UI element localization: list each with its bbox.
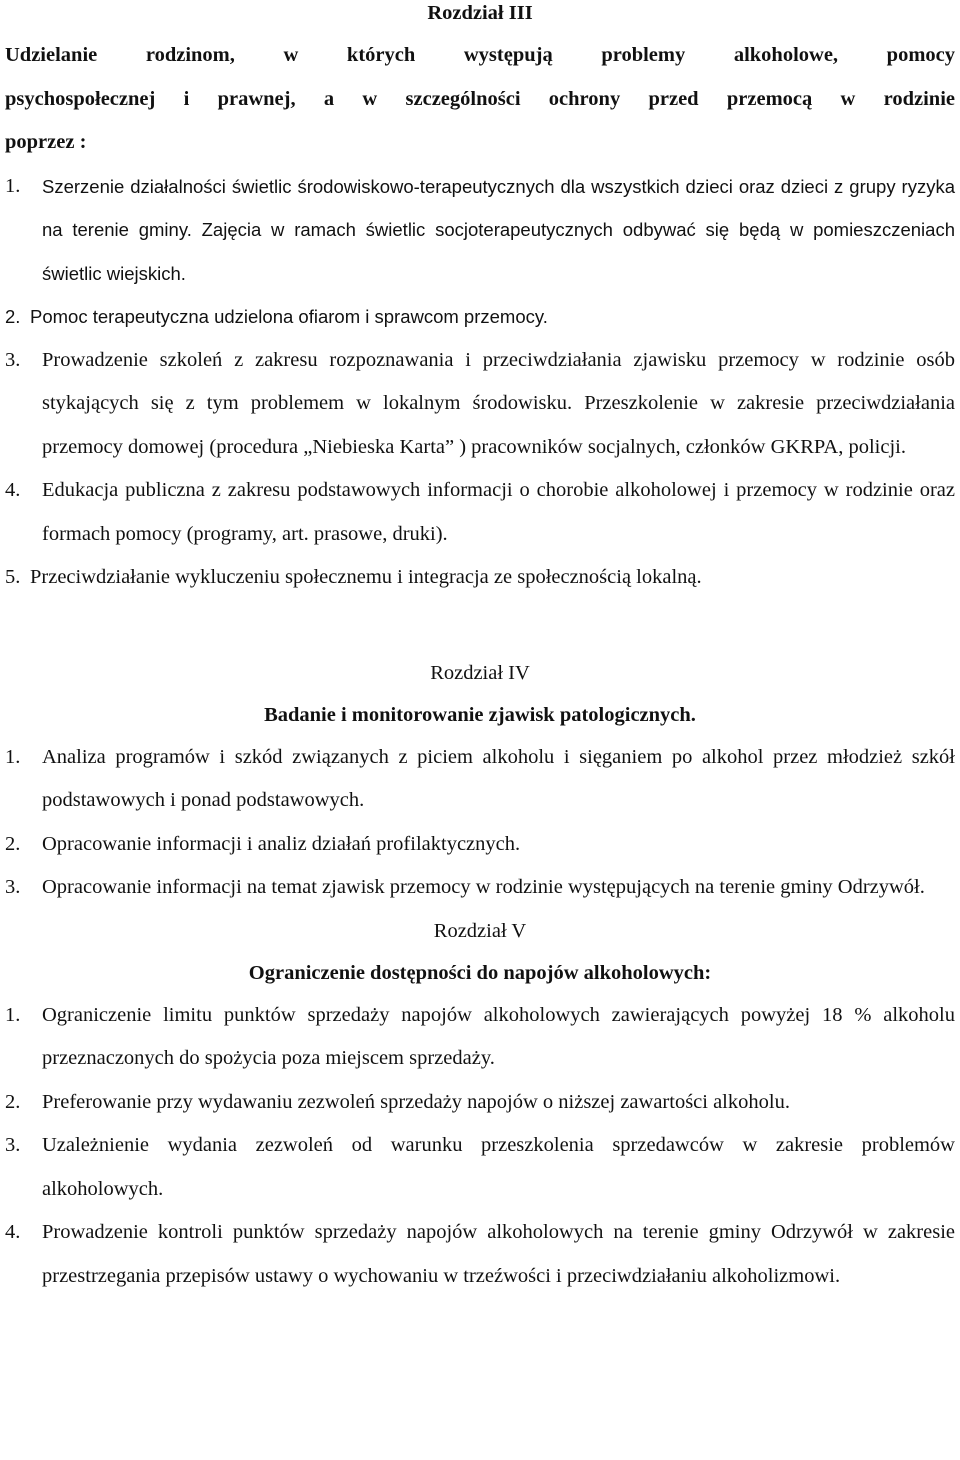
item-number: 2. bbox=[5, 1090, 21, 1113]
chapter-5-subtitle: Ograniczenie dostępności do napojów alkoholowych: bbox=[248, 961, 712, 984]
item-number: 2. bbox=[5, 832, 21, 855]
item-text: Przeciwdziałanie wykluczeniu społecznemu i integracja ze społecznością lokalną. bbox=[30, 566, 702, 588]
chapter-4-title: Rozdział IV bbox=[430, 661, 530, 684]
item-text: Preferowanie przy wydawaniu zezwoleń sprzedaży napojów o niższej zawartości alkoholu. bbox=[42, 1090, 790, 1113]
item-number: 3. bbox=[5, 1134, 21, 1156]
list-item bbox=[5, 469, 955, 556]
list-item bbox=[5, 339, 955, 470]
item-text: Prowadzenie kontroli punktów sprzedaży napojów alkoholowych na terenie gminy Odrzywół w zakresie przestrzegania przepisów ustawy o wychowaniu w trzeźwości i przeciwdziałaniu alkoholizmowi. bbox=[42, 1221, 955, 1287]
intro-line-1: Udzielanie rodzinom, w których występują problemy alkoholowe, pomocy bbox=[5, 44, 955, 66]
item-number: 3. bbox=[5, 876, 21, 898]
chapter-5-title: Rozdział V bbox=[433, 919, 527, 942]
item-number: 4. bbox=[5, 1221, 21, 1243]
item-number: 3. bbox=[5, 348, 21, 371]
intro-line-3: poprzez : bbox=[5, 131, 87, 153]
list-item bbox=[5, 736, 955, 823]
item-text: Szerzenie działalności świetlic środowiskowo-terapeutycznych dla wszystkich dzieci oraz dzieci z grupy ryzyka na terenie gminy. Zajęcia w ramach świetlic socjoterapeutycznych odbywać się będą w pomieszczeniach świetlic wiejskich. bbox=[42, 175, 955, 284]
item-number: 1. bbox=[5, 174, 21, 197]
item-number: 1. bbox=[5, 1003, 21, 1026]
chapter-3-intro bbox=[5, 34, 955, 165]
item-number: 2. bbox=[5, 306, 21, 327]
document-page bbox=[5, 0, 955, 1298]
list-item bbox=[5, 823, 955, 867]
item-text: Ograniczenie limitu punktów sprzedaży napojów alkoholowych zawierających powyżej 18 % alkoholu przeznaczonych do spożycia poza miejscem sprzedaży. bbox=[42, 1003, 955, 1069]
item-text: Pomoc terapeutyczna udzielona ofiarom i sprawcom przemocy. bbox=[30, 306, 548, 327]
spacer bbox=[5, 600, 955, 652]
item-text: Analiza programów i szkód związanych z piciem alkoholu i sięganiem po alkohol przez młodzież szkół podstawowych i ponad podstawowych. bbox=[42, 745, 955, 811]
chapter-4-subtitle: Badanie i monitorowanie zjawisk patologicznych. bbox=[264, 703, 696, 726]
chapter-4-list bbox=[5, 736, 955, 910]
chapter-3-list bbox=[5, 165, 955, 600]
item-text: Edukacja publiczna z zakresu podstawowych informacji o chorobie alkoholowej i przemocy w rodzinie oraz formach pomocy (programy, art. prasowe, druki). bbox=[42, 479, 955, 545]
list-item bbox=[5, 866, 955, 910]
list-item bbox=[5, 295, 955, 339]
item-number: 1. bbox=[5, 745, 21, 768]
intro-line-2: psychospołecznej i prawnej, a w szczególności ochrony przed przemocą w rodzinie bbox=[5, 87, 955, 110]
item-number: 4. bbox=[5, 479, 21, 501]
item-number: 5. bbox=[5, 566, 21, 588]
list-item bbox=[5, 1124, 955, 1211]
chapter-3-title: Rozdział III bbox=[427, 2, 533, 24]
list-item bbox=[5, 994, 955, 1081]
list-item bbox=[5, 1211, 955, 1298]
list-item bbox=[5, 556, 955, 600]
list-item bbox=[5, 165, 955, 296]
chapter-5-list bbox=[5, 994, 955, 1299]
item-text: Uzależnienie wydania zezwoleń od warunku przeszkolenia sprzedawców w zakresie problemów alkoholowych. bbox=[42, 1134, 955, 1200]
item-text: Opracowanie informacji na temat zjawisk przemocy w rodzinie występujących na terenie gminy Odrzywół. bbox=[42, 876, 925, 898]
item-text: Prowadzenie szkoleń z zakresu rozpoznawania i przeciwdziałania zjawisku przemocy w rodzinie osób stykających się z tym problemem w lokalnym środowisku. Przeszkolenie w zakresie przeciwdziałania przemocy domowej (procedura „Niebieska Karta” ) pracowników socjalnych, członków GKRPA, policji. bbox=[42, 348, 955, 458]
item-text: Opracowanie informacji i analiz działań profilaktycznych. bbox=[42, 832, 521, 855]
list-item bbox=[5, 1081, 955, 1125]
